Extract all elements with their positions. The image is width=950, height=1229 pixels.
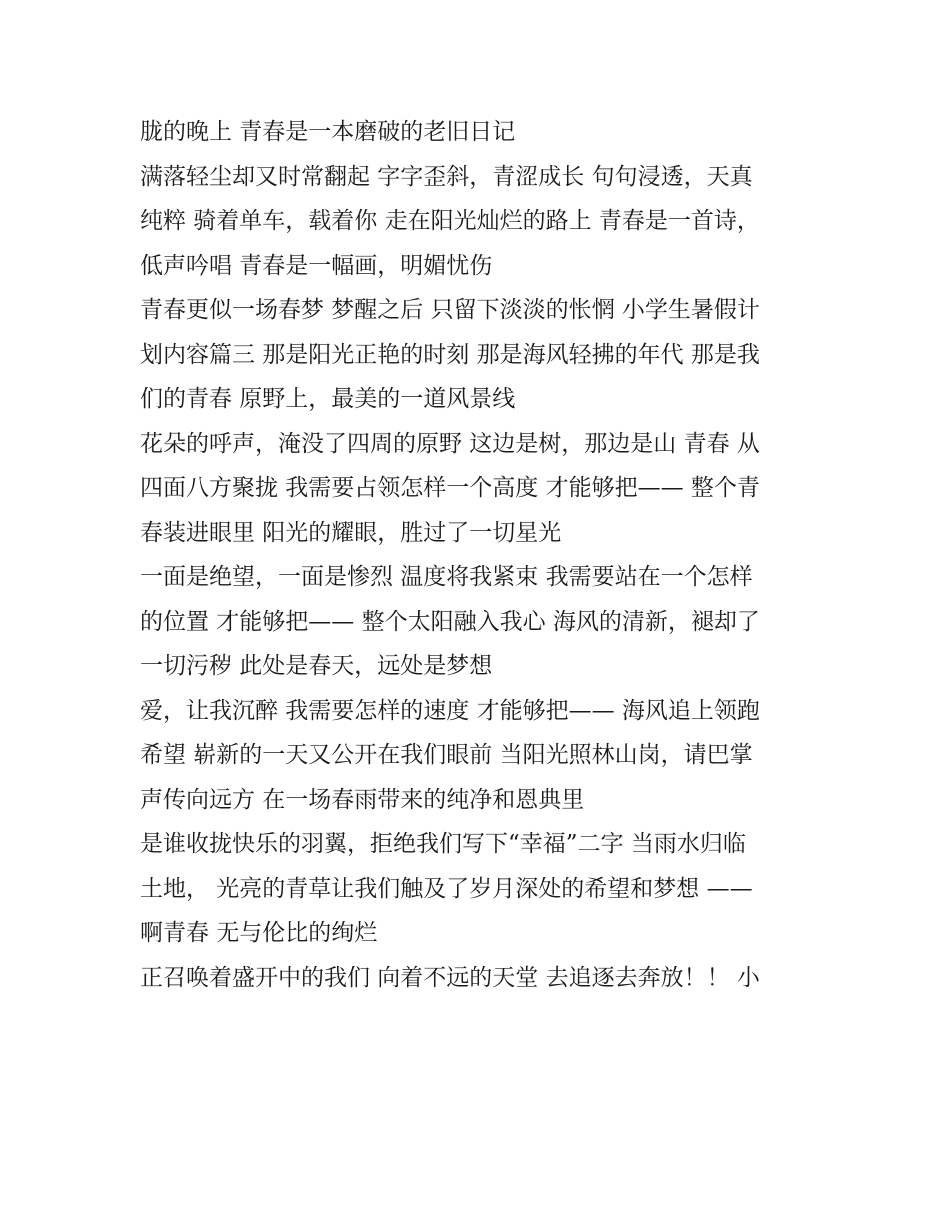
document-body — [140, 110, 820, 1000]
text-line: 四面八方聚拢 我需要占领怎样一个高度 才能够把—— 整个青 — [140, 475, 760, 501]
text-line: 一面是绝望，一面是惨烈 温度将我紧束 我需要站在一个怎样 — [140, 564, 753, 590]
text-line: 纯粹 骑着单车，载着你 走在阳光灿烂的路上 青春是一首诗， — [140, 208, 760, 234]
text-line: 声传向远方 在一场春雨带来的纯净和恩典里 — [140, 786, 585, 813]
text-line: 土地， 光亮的青草让我们触及了岁月深处的希望和梦想 —— — [140, 875, 753, 902]
text-line: 花朵的呼声，淹没了四周的原野 这边是树，那边是山 青春 从 — [140, 430, 760, 457]
text-line: 划内容篇三 那是阳光正艳的时刻 那是海风轻拂的年代 那是我 — [140, 341, 760, 368]
text-line: 爱，让我沉醉 我需要怎样的速度 才能够把—— 海风追上领跑 — [140, 697, 760, 724]
text-line: 的位置 才能够把—— 整个太阳融入我心 海风的清新，褪却了 — [140, 608, 760, 635]
text-line: 青春更似一场春梦 梦醒之后 只留下淡淡的怅惘 小学生暑假计 — [140, 297, 760, 323]
text-line: 低声吟唱 青春是一幅画，明媚忧伤 — [140, 252, 493, 279]
text-line: 一切污秽 此处是春天，远处是梦想 — [140, 653, 493, 679]
text-line: 啊青春 无与伦比的绚烂 — [140, 920, 378, 946]
text-line: 胧的晚上 青春是一本磨破的老旧日记 — [140, 119, 516, 145]
text-line: 是谁收拢快乐的羽翼，拒绝我们写下“幸福”二字 当雨水归临 — [140, 831, 746, 857]
text-line: 满落轻尘却又时常翻起 字字歪斜，青涩成长 句句浸透，天真 — [140, 163, 753, 190]
text-line: 们的青春 原野上，最美的一道风景线 — [140, 386, 516, 412]
text-line: 正召唤着盛开中的我们 向着不远的天堂 去追逐去奔放！！ 小 — [140, 964, 760, 991]
text-line: 春装进眼里 阳光的耀眼，胜过了一切星光 — [140, 519, 562, 546]
text-line: 希望 崭新的一天又公开在我们眼前 当阳光照林山岗，请巴掌 — [140, 742, 753, 768]
